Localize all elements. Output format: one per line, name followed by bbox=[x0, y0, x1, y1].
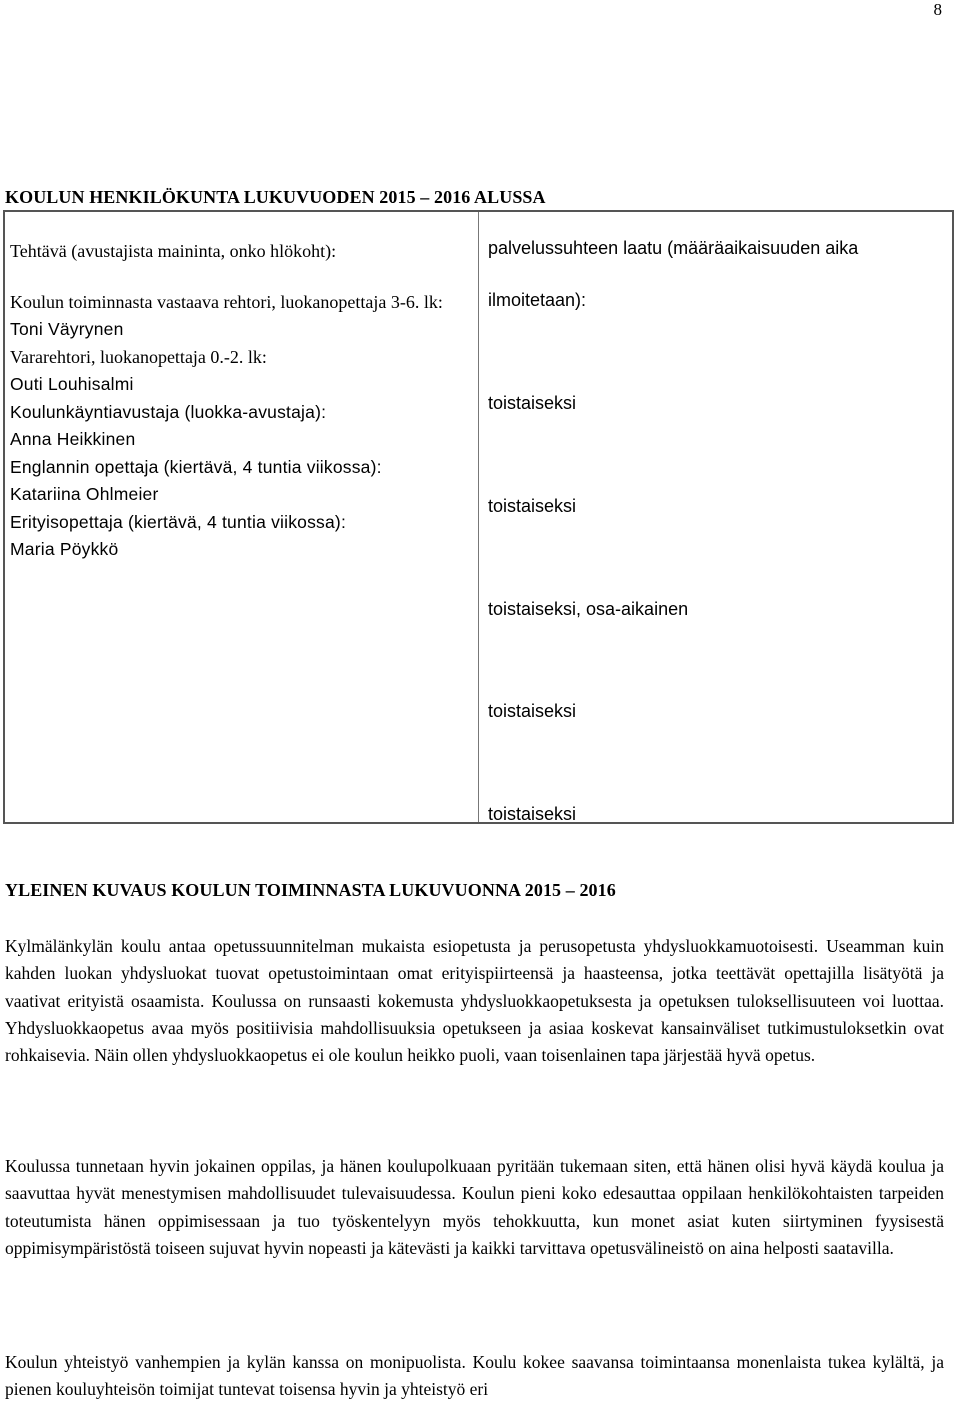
column-divider bbox=[478, 212, 479, 822]
staff-name: Toni Väyrynen bbox=[10, 319, 124, 339]
role-text: Koulun toiminnasta vastaava rehtori, luokanopettaja 3-6. lk: bbox=[10, 291, 443, 312]
staff-name: Maria Pöykkö bbox=[10, 539, 119, 559]
employment-column-header: ilmoitetaan): bbox=[488, 290, 587, 310]
employment-type: toistaiseksi bbox=[488, 804, 577, 824]
description-paragraph: Koulussa tunnetaan hyvin jokainen oppilas, ja hänen koulupolkuaan pyritään tukemaan siten, että hänen olisi hyvä käydä koulua ja saavuttaa hyvät menestymisen mahdollisuudet tulevaisuudessa. Koulun pieni koko edesauttaa oppilaan henkilökohtaisten tarpeiden toteutumista hänen oppimisessaan ja tuo työskentelyyn myös tehokkuutta, kun monet asiat kuten siirtyminen fyysisestä oppimisympäristöstä toiseen sujuvat hyvin nopeasti ja kätevästi ja kaikki tarvittava opetusvälineistö on aina helposti saatavilla. bbox=[5, 1156, 944, 1258]
role-text: Koulunkäyntiavustaja (luokka-avustaja): bbox=[10, 401, 327, 422]
description-paragraph: Koulun yhteistyö vanhempien ja kylän kanssa on monipuolista. Koulu kokee saavansa toimintaansa monenlaista tukea kylältä, ja pienen kouluyhteisön toimijat tuntevat toisensa hyvin ja yhteistyö eri bbox=[5, 1352, 944, 1400]
description-section-title: YLEINEN KUVAUS KOULUN TOIMINNASTA LUKUVUONNA 2015 – 2016 bbox=[5, 880, 616, 900]
role-text: Englannin opettaja (kiertävä, 4 tuntia viikossa): bbox=[10, 456, 382, 477]
employment-type: toistaiseksi bbox=[488, 393, 577, 413]
staff-name: Katariina Ohlmeier bbox=[10, 484, 159, 504]
staff-name: Anna Heikkinen bbox=[10, 429, 136, 449]
staff-section-title: KOULUN HENKILÖKUNTA LUKUVUODEN 2015 – 2016 ALUSSA bbox=[5, 187, 546, 207]
role-column-header: Tehtävä (avustajista maininta, onko hlökoht): bbox=[10, 241, 337, 261]
employment-type: toistaiseksi, osa-aikainen bbox=[488, 599, 689, 619]
staff-table bbox=[3, 210, 954, 824]
employment-type: toistaiseksi bbox=[488, 496, 577, 516]
page-number: 8 bbox=[933, 0, 942, 19]
staff-name: Outi Louhisalmi bbox=[10, 374, 134, 394]
employment-column-header: palvelussuhteen laatu (määräaikaisuuden aika bbox=[488, 238, 859, 258]
role-column bbox=[10, 238, 470, 564]
role-text: Vararehtori, luokanopettaja 0.-2. lk: bbox=[10, 346, 267, 367]
employment-type: toistaiseksi bbox=[488, 701, 577, 721]
role-text: Erityisopettaja (kiertävä, 4 tuntia viikossa): bbox=[10, 511, 347, 532]
description-paragraph: Kylmälänkylän koulu antaa opetussuunnitelman mukaista esiopetusta ja perusopetusta yhdysluokkamuotoisesti. Useamman kuin kahden luokan yhdysluokat tuovat opetustoimintaan omat erityispiirteensä ja haasteensa, jotka teettävät opettajilla lisätyötä ja vaativat erityistä osaamista. Koulussa on runsaasti kokemusta yhdysluokkaopetuksesta ja opetuksen tuloksellisuuteen voi luottaa. Yhdysluokkaopetus avaa myös positiivisia mahdollisuuksia opetukseen ja asiaa koskevat kansainväliset tutkimustuloksetkin ovat rohkaisevia. Näin ollen yhdysluokkaopetus ei ole koulun heikko puoli, vaan toisenlainen tapa järjestää hyvä opetus. bbox=[5, 936, 944, 1066]
